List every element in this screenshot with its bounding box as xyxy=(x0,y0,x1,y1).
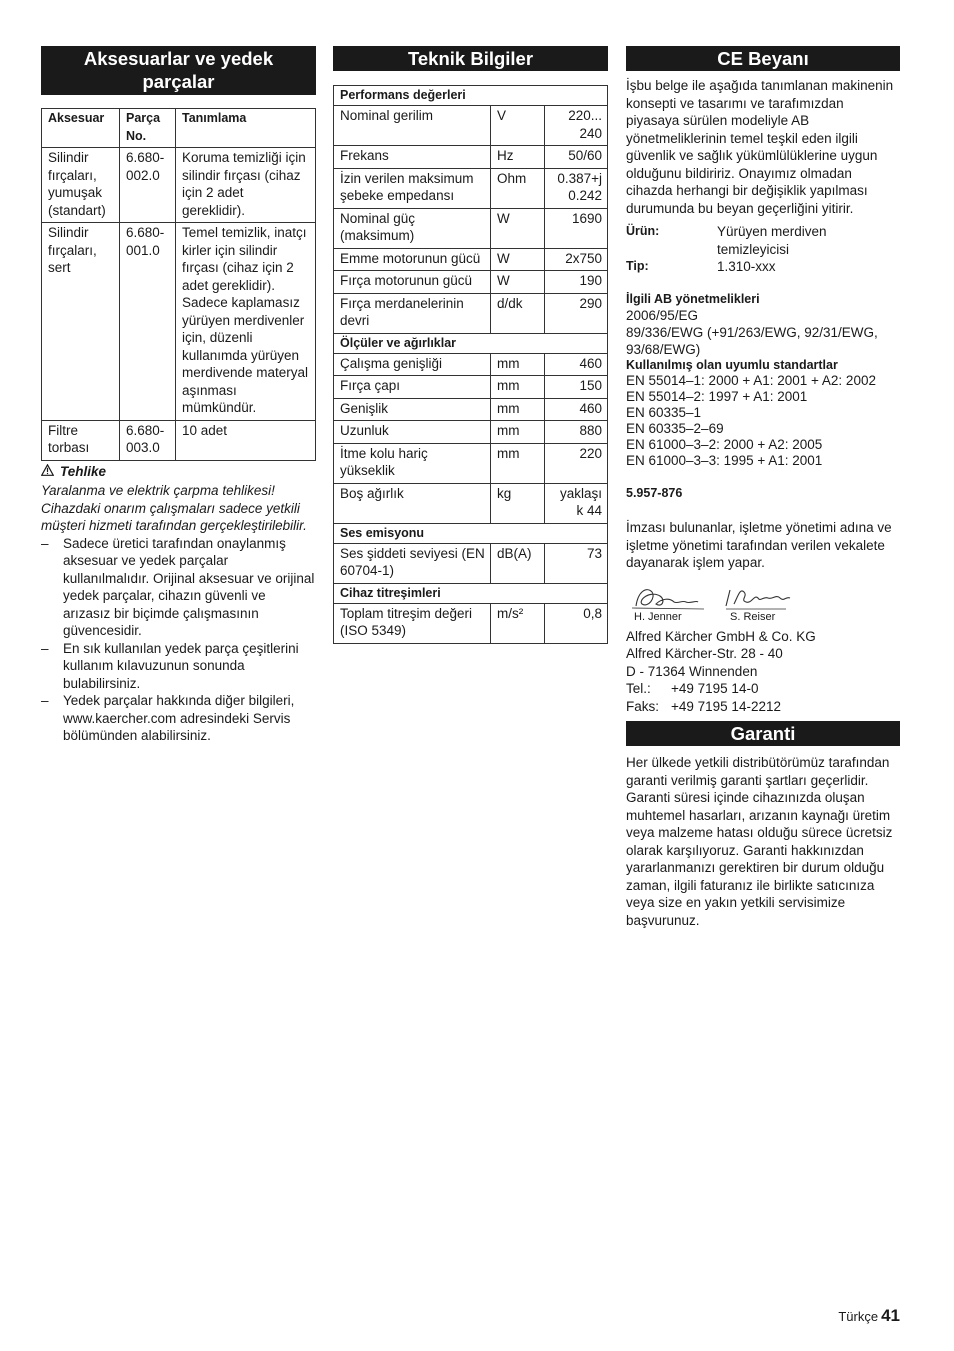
cell: mm xyxy=(491,421,545,444)
cell: 190 xyxy=(545,271,608,294)
cell: yaklaşı k 44 xyxy=(545,483,608,523)
table-row xyxy=(42,148,316,223)
standard-line: EN 61000–3–3: 1995 + A1: 2001 xyxy=(626,453,823,468)
fax-value: +49 7195 14-2212 xyxy=(671,698,781,714)
cell: Nominal gerilim xyxy=(334,106,491,146)
directives-title: İlgili AB yönetmelikleri xyxy=(626,291,760,306)
document-number: 5.957-876 xyxy=(626,486,683,500)
table-row xyxy=(334,146,608,169)
fax-label: Faks: xyxy=(626,698,660,714)
cell: Toplam titreşim değeri (ISO 5349) xyxy=(334,603,491,643)
address-line: D - 71364 Winnenden xyxy=(626,663,758,679)
cell: mm xyxy=(491,398,545,421)
phone-row xyxy=(626,680,900,698)
cell: 2x750 xyxy=(545,248,608,271)
cell: m/s² xyxy=(491,603,545,643)
section-title: Performans değerleri xyxy=(334,86,608,106)
type-label: Tip: xyxy=(626,259,649,273)
table-row xyxy=(334,483,608,523)
page-footer xyxy=(838,1306,900,1326)
table-row xyxy=(42,420,316,460)
col-header: Parça No. xyxy=(120,109,176,148)
table-row xyxy=(334,353,608,376)
section-row xyxy=(334,523,608,543)
directive-line: 89/336/EWG (+91/263/EWG, 92/31/EWG, 93/68/EWG) xyxy=(626,325,878,357)
ce-declaration-column xyxy=(626,46,900,929)
cell: 460 xyxy=(545,353,608,376)
cell: 0.387+j 0.242 xyxy=(545,168,608,208)
warning-text: Yaralanma ve elektrik çarpma tehlikesi! Cihazdaki onarım çalışmaları sadece yetkili müşteri hizmeti tarafından gerçekleştirilebilir. xyxy=(41,483,307,533)
table-row xyxy=(334,208,608,248)
section-row xyxy=(334,583,608,603)
section-row xyxy=(334,333,608,353)
page-number: 41 xyxy=(881,1306,900,1325)
standards-title: Kullanılmış olan uyumlu standartlar xyxy=(626,358,838,372)
table-row xyxy=(334,376,608,399)
warning-triangle-icon xyxy=(41,463,56,481)
table-row xyxy=(334,421,608,444)
cell: 73 xyxy=(545,543,608,583)
cell: Fırça çapı xyxy=(334,376,491,399)
accessory-notes-list xyxy=(41,535,316,745)
standard-line: EN 55014–2: 1997 + A1: 2001 xyxy=(626,389,808,404)
list-item: – En sık kullanılan yedek parça çeşitlerini kullanım kılavuzunun sonunda bulabilirsiniz. xyxy=(41,640,316,693)
phone-value: +49 7195 14-0 xyxy=(671,681,759,696)
warranty-text: Her ülkede yetkili distribütörümüz tarafından garanti verilmiş garanti şartları geçerlidir. Garanti süresi içinde cihazınızda oluşan muhtemel hasarları, arızanın kaynağı üretim veya malzeme hatası olduğu sürece ücretsiz olarak karşılıyoruz. Garanti hakkınızdan yararlanmanızı gerektiren bir durum olduğu zaman, ilgili faturanız ile birlikte satıcınıza veya size en yakın yetkili servisimize başvurunuz. xyxy=(626,755,893,928)
col-header: Aksesuar xyxy=(42,109,120,148)
list-item: – Sadece üretici tarafından onaylanmış aksesuar ve yedek parçalar kullanılmalıdır. Orijinal aksesuar ve orijinal yedek parçalar, cihazın güvenli ve arızasız bir biçimde çalışmasının güvencesidir. xyxy=(41,535,316,640)
standard-line: EN 60335–2–69 xyxy=(626,421,724,436)
cell: 460 xyxy=(545,398,608,421)
fax-row xyxy=(626,698,900,716)
signatures xyxy=(626,582,900,628)
type-value: 1.310-xxx xyxy=(717,259,776,274)
section-row xyxy=(334,86,608,106)
table-row xyxy=(334,398,608,421)
cell: Uzunluk xyxy=(334,421,491,444)
cell: kg xyxy=(491,483,545,523)
cell: Koruma temizliği için silindir fırçası (cihaz için 2 adet gereklidir). xyxy=(176,148,316,223)
section-title: Ses emisyonu xyxy=(334,523,608,543)
accessories-table xyxy=(41,108,316,461)
ce-declaration-heading: CE Beyanı xyxy=(626,46,900,71)
type-row xyxy=(626,258,900,276)
warranty-heading: Garanti xyxy=(626,721,900,746)
cell: Frekans xyxy=(334,146,491,169)
cell: W xyxy=(491,248,545,271)
cell: 220... 240 xyxy=(545,106,608,146)
cell: Ohm xyxy=(491,168,545,208)
signer-name: H. Jenner xyxy=(634,610,682,623)
cell: 0,8 xyxy=(545,603,608,643)
cell: 880 xyxy=(545,421,608,444)
table-row xyxy=(334,106,608,146)
cell: 1690 xyxy=(545,208,608,248)
product-value: Yürüyen merdiven temizleyicisi xyxy=(717,224,827,257)
col-header: Tanımlama xyxy=(176,109,316,148)
table-row xyxy=(334,543,608,583)
cell: mm xyxy=(491,353,545,376)
table-row xyxy=(334,248,608,271)
cell: W xyxy=(491,208,545,248)
cell: Silindir fırçaları, sert xyxy=(42,223,120,421)
technical-data-heading: Teknik Bilgiler xyxy=(333,46,608,71)
warning-heading xyxy=(41,463,316,481)
address-line: Alfred Kärcher-Str. 28 - 40 xyxy=(626,646,783,661)
cell: Emme motorunun gücü xyxy=(334,248,491,271)
technical-data-table xyxy=(333,85,608,644)
cell: 290 xyxy=(545,293,608,333)
cell: 220 xyxy=(545,443,608,483)
product-row xyxy=(626,223,900,258)
cell: Silindir fırçaları, yumuşak (standart) xyxy=(42,148,120,223)
list-item: – Yedek parçalar hakkında diğer bilgileri, www.kaercher.com adresindeki Servis bölümünden alabilirsiniz. xyxy=(41,692,316,745)
product-label: Ürün: xyxy=(626,224,660,238)
footer-language: Türkçe xyxy=(838,1309,879,1324)
cell: dB(A) xyxy=(491,543,545,583)
table-row xyxy=(42,223,316,421)
cell: mm xyxy=(491,376,545,399)
section-title: Cihaz titreşimleri xyxy=(334,583,608,603)
cell: Hz xyxy=(491,146,545,169)
cell: W xyxy=(491,271,545,294)
technical-data-column xyxy=(333,46,608,644)
table-row xyxy=(334,271,608,294)
standard-line: EN 55014–1: 2000 + A1: 2001 + A2: 2002 xyxy=(626,373,876,388)
cell: 6.680-001.0 xyxy=(120,223,176,421)
cell: 6.680-002.0 xyxy=(120,148,176,223)
table-row xyxy=(334,603,608,643)
cell: 50/60 xyxy=(545,146,608,169)
cell: 6.680-003.0 xyxy=(120,420,176,460)
cell: mm xyxy=(491,443,545,483)
table-row xyxy=(334,168,608,208)
cell: Temel temizlik, inatçı kirler için silindir fırçası (cihaz için 2 adet gereklidir). Sadece kaplamasız yürüyen merdivenler için, düzenli kullanımda yürüyen merdivende materyal aşınması mümkündür. xyxy=(176,223,316,421)
cell: Filtre torbası xyxy=(42,420,120,460)
ce-intro-text: İşbu belge ile aşağıda tanımlanan makinenin konsepti ve tasarımı ve tarafımızdan piyasaya sürülen modeliyle AB yönetmeliklerinin temel teşkil eden ilgili güvenlik ve sağlık yükümlülüklerine uygun olduğunu bildiririz. Onayımız olmadan cihazda herhangi bir değişiklik yapılması durumunda bu beyan geçerliğini yitirir. xyxy=(626,78,894,216)
signing-text: İmzası bulunanlar, işletme yönetimi adına ve işletme yönetimi tarafından verilen vekalete dayanarak işlem yapar. xyxy=(626,520,892,570)
address-line: Alfred Kärcher GmbH & Co. KG xyxy=(626,628,816,644)
table-row xyxy=(334,293,608,333)
directive-line: 2006/95/EG xyxy=(626,307,699,323)
cell: Nominal güç (maksimum) xyxy=(334,208,491,248)
phone-label: Tel.: xyxy=(626,681,651,696)
cell: 150 xyxy=(545,376,608,399)
standard-line: EN 61000–3–2: 2000 + A2: 2005 xyxy=(626,437,823,452)
cell: İtme kolu hariç yükseklik xyxy=(334,443,491,483)
cell: Fırça merdanelerinin devri xyxy=(334,293,491,333)
standard-line: EN 60335–1 xyxy=(626,405,702,420)
cell: 10 adet xyxy=(176,420,316,460)
accessories-heading: Aksesuarlar ve yedek parçalar xyxy=(41,46,316,95)
cell: Genişlik xyxy=(334,398,491,421)
cell: İzin verilen maksimum şebeke empedansı xyxy=(334,168,491,208)
signature-image xyxy=(626,582,806,612)
section-title: Ölçüler ve ağırlıklar xyxy=(334,333,608,353)
cell: Ses şiddeti seviyesi (EN 60704-1) xyxy=(334,543,491,583)
signer-name: S. Reiser xyxy=(730,610,776,623)
cell: Fırça motorunun gücü xyxy=(334,271,491,294)
table-header-row xyxy=(42,109,316,148)
warning-title: Tehlike xyxy=(60,463,107,479)
cell: Boş ağırlık xyxy=(334,483,491,523)
accessories-column xyxy=(41,46,316,745)
table-row xyxy=(334,443,608,483)
cell: d/dk xyxy=(491,293,545,333)
cell: Çalışma genişliği xyxy=(334,353,491,376)
cell: V xyxy=(491,106,545,146)
